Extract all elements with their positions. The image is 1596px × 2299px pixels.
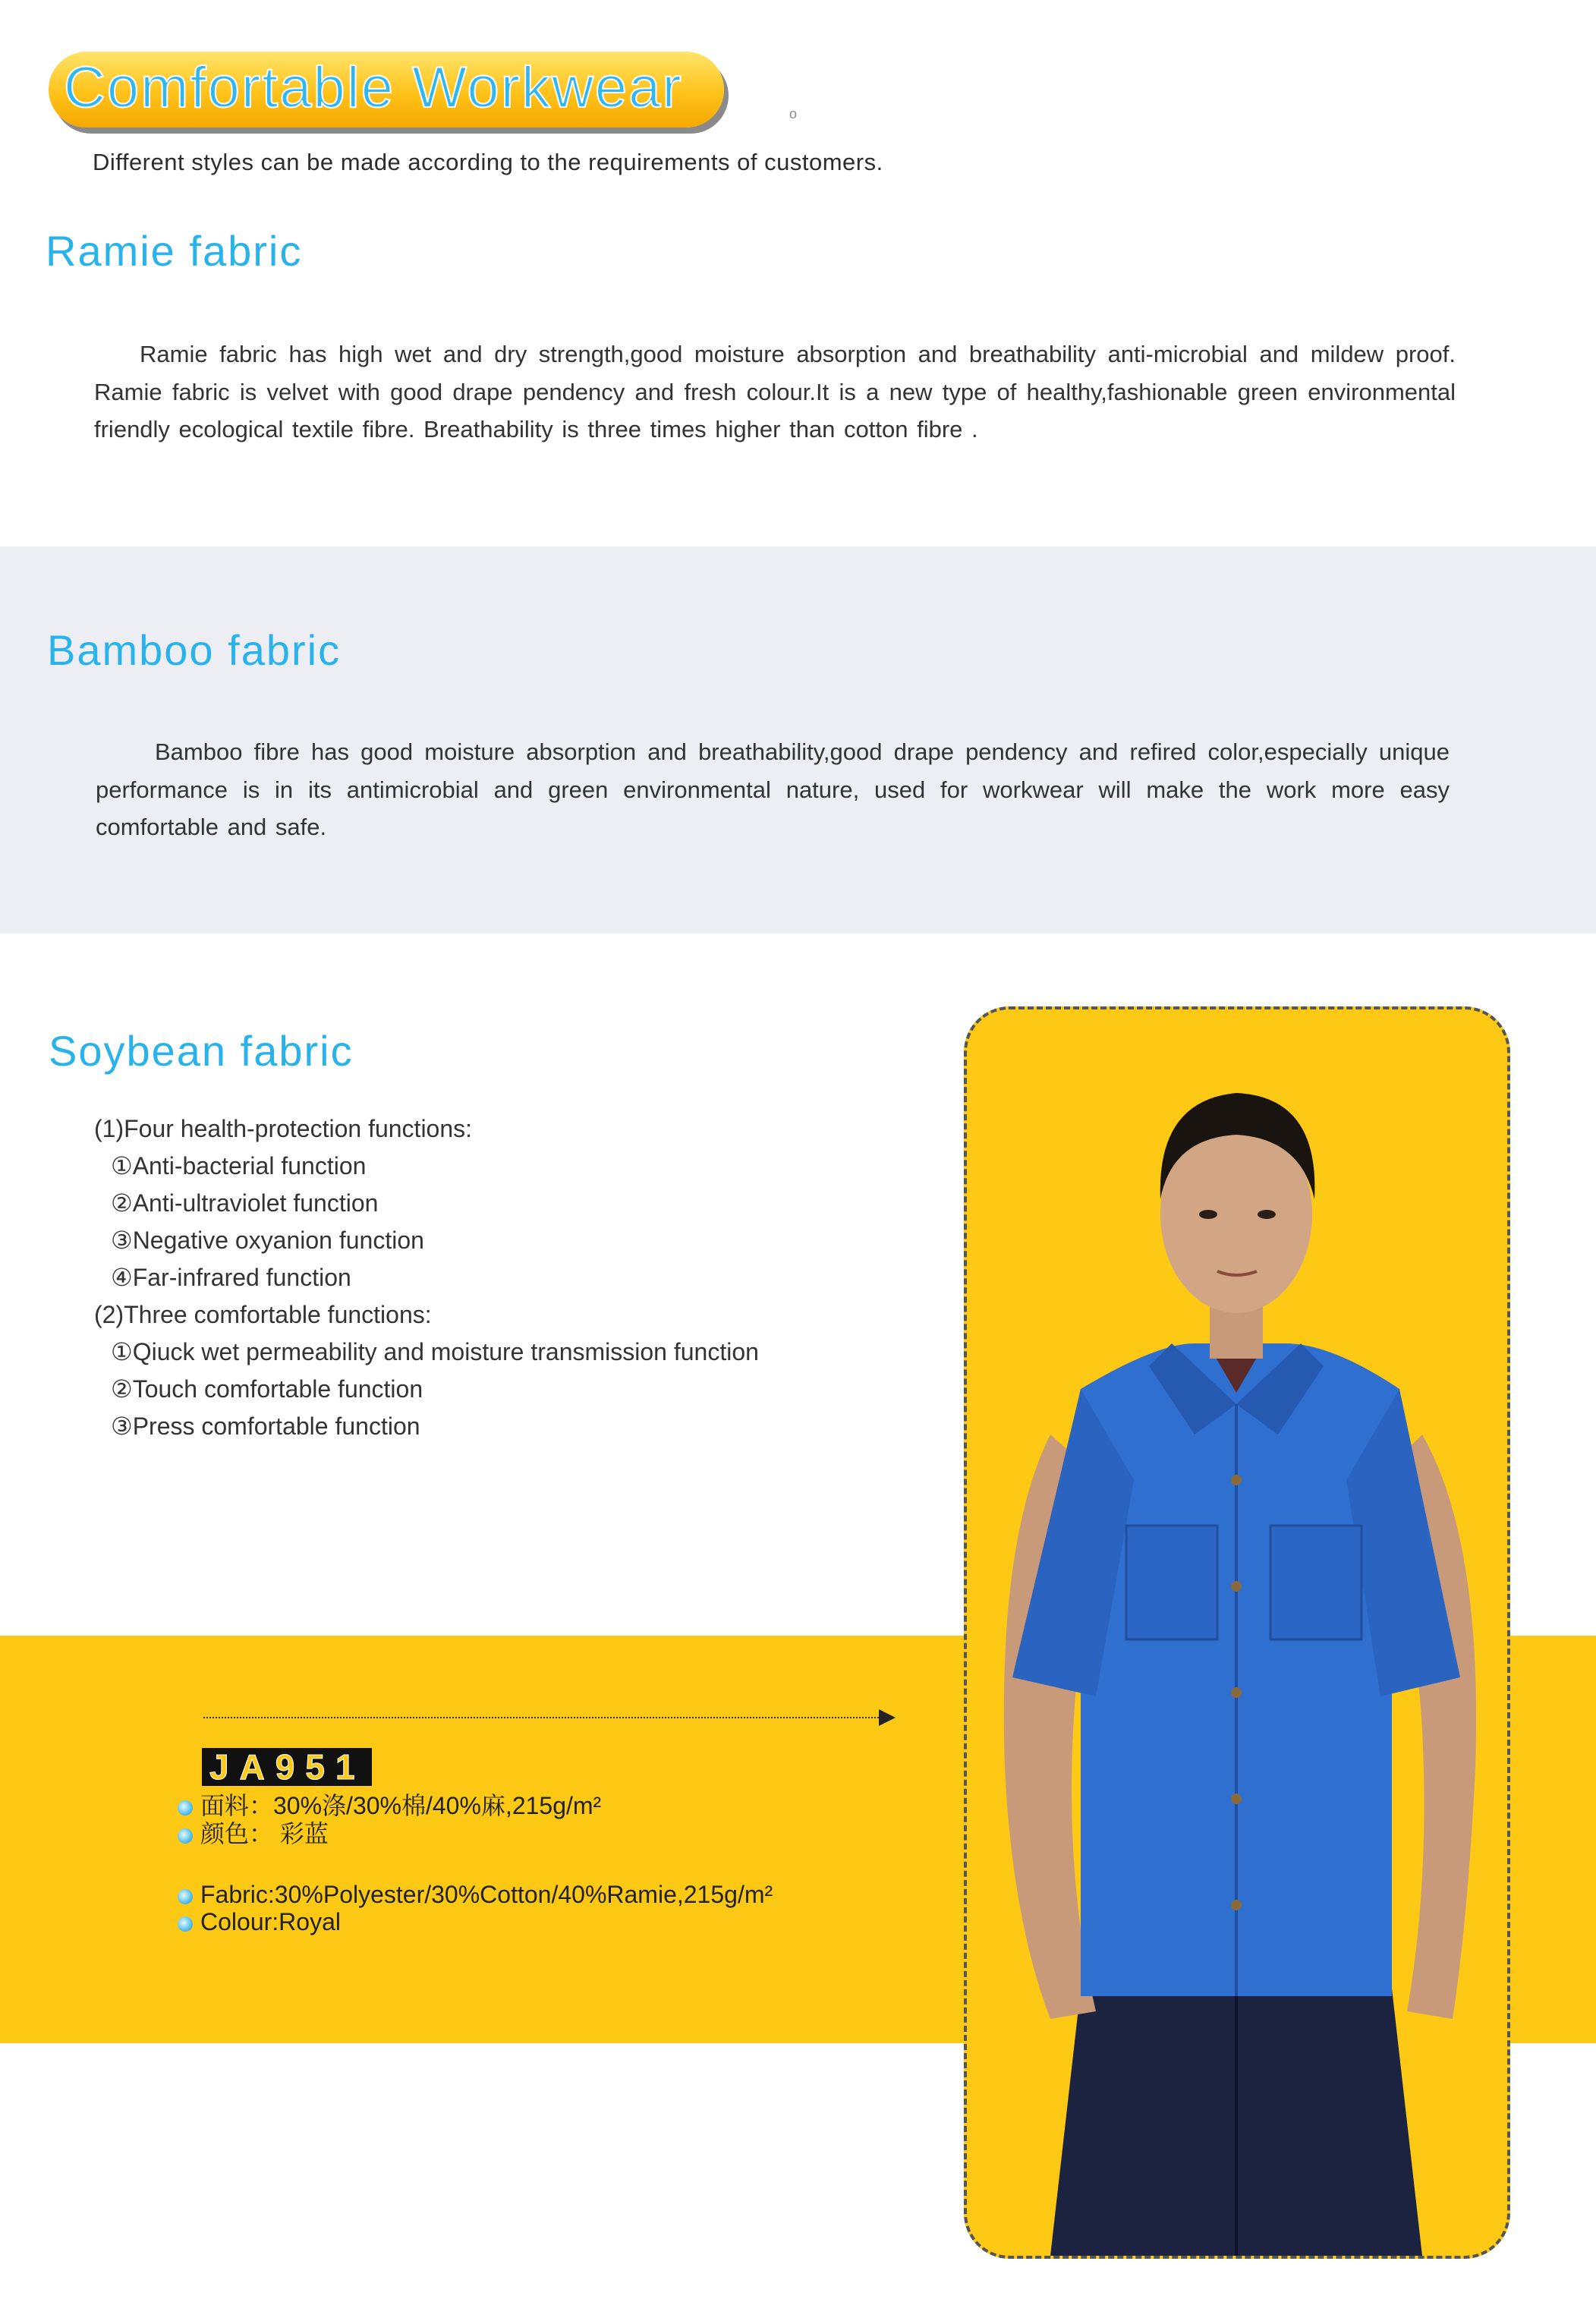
bullet-icon — [178, 1889, 193, 1904]
soybean-group-health: (1)Four health-protection functions: — [94, 1115, 473, 1142]
soybean-function-list — [94, 1110, 759, 1445]
list-item: ①Anti-bacterial function — [111, 1152, 367, 1179]
spec-cn-fabric-text: 面料：30%涤/30%棉/40%麻,215g/m² — [200, 1792, 602, 1819]
list-item: ③Negative oxyanion function — [111, 1227, 424, 1254]
page-subtitle: Different styles can be made according to the requirements of customers. — [93, 149, 883, 175]
product-code: JA951 — [202, 1748, 372, 1786]
soybean-heading: Soybean fabric — [49, 1027, 354, 1075]
spec-en-colour — [178, 1908, 341, 1936]
list-item: ③Press comfortable function — [111, 1412, 420, 1440]
bamboo-description: Bamboo fibre has good moisture absorption and breathability,good drape pendency and refired color,especially unique performance is in its antimicrobial and green environmental nature, used for workwear will make the work more easy comfortable and safe. — [96, 739, 1450, 840]
decorative-mark: o — [789, 106, 798, 121]
spec-cn-colour-text: 颜色： 彩蓝 — [200, 1820, 329, 1847]
model-photo — [967, 1009, 1507, 2256]
bullet-icon — [178, 1916, 193, 1932]
spec-en-fabric — [178, 1881, 773, 1909]
ramie-heading: Ramie fabric — [46, 227, 303, 275]
spec-en-colour-text: Colour:Royal — [200, 1908, 341, 1935]
bullet-icon — [178, 1800, 193, 1816]
ramie-description: Ramie fabric has high wet and dry strength,good moisture absorption and breathability anti-microbial and mildew proof. Ramie fabric is velvet with good drape pendency and fresh colour.It is a new type of healthy,fashionable green environmental friendly ecological textile fibre. Breathability is three times higher than cotton fibre . — [94, 341, 1456, 442]
list-item: ①Qiuck wet permeability and moisture transmission function — [111, 1338, 759, 1365]
page-title: Comfortable Workwear — [64, 55, 683, 120]
bullet-icon — [178, 1828, 193, 1844]
bamboo-heading: Bamboo fabric — [47, 626, 342, 674]
spec-en-fabric-text: Fabric:30%Polyester/30%Cotton/40%Ramie,215g/m² — [200, 1881, 773, 1908]
model-photo-card — [964, 1006, 1510, 2259]
pointer-line — [203, 1717, 885, 1718]
list-item: ④Far-infrared function — [111, 1264, 351, 1291]
arrow-icon — [879, 1709, 896, 1726]
list-item: ②Touch comfortable function — [111, 1375, 423, 1403]
list-item: ②Anti-ultraviolet function — [111, 1189, 379, 1217]
soybean-group-comfort: (2)Three comfortable functions: — [94, 1301, 432, 1328]
spec-cn-colour — [178, 1815, 329, 1850]
